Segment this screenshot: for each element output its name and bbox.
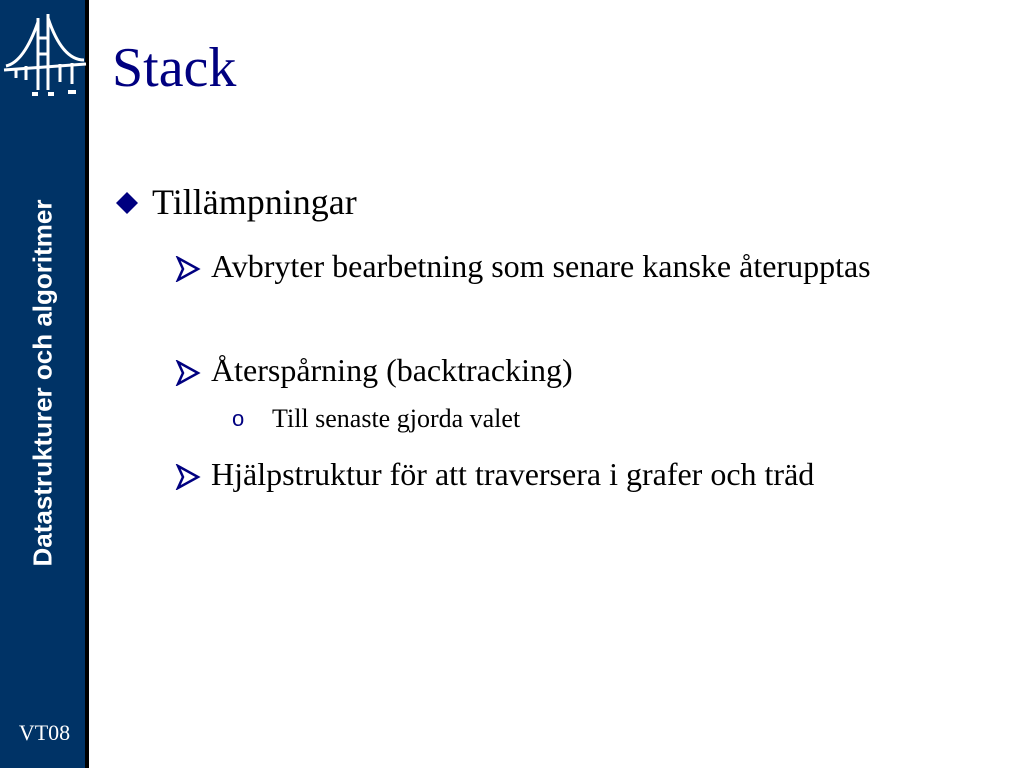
bridge-logo-icon [2,8,88,104]
bullet-text: Hjälpstruktur för att traversera i grafer och träd [211,456,815,492]
diamond-bullet-icon [114,190,140,216]
arrow-bullet-icon [175,256,201,282]
term-label: VT08 [18,720,71,745]
bullet-text: Till senaste gjorda valet [272,404,521,433]
circle-bullet-icon: o [232,406,245,431]
bullet-text: Tillämpningar [152,182,357,222]
arrow-bullet-icon [175,360,201,386]
bullet-text: Avbryter bearbetning som senare kanske återupptas [211,248,871,284]
bullet-text: Återspårning (backtracking) [211,352,573,388]
arrow-bullet-icon [175,464,201,490]
sidebar [0,0,89,768]
slide-title: Stack [112,37,237,99]
course-title: Datastrukturer och algoritmer [27,199,58,567]
